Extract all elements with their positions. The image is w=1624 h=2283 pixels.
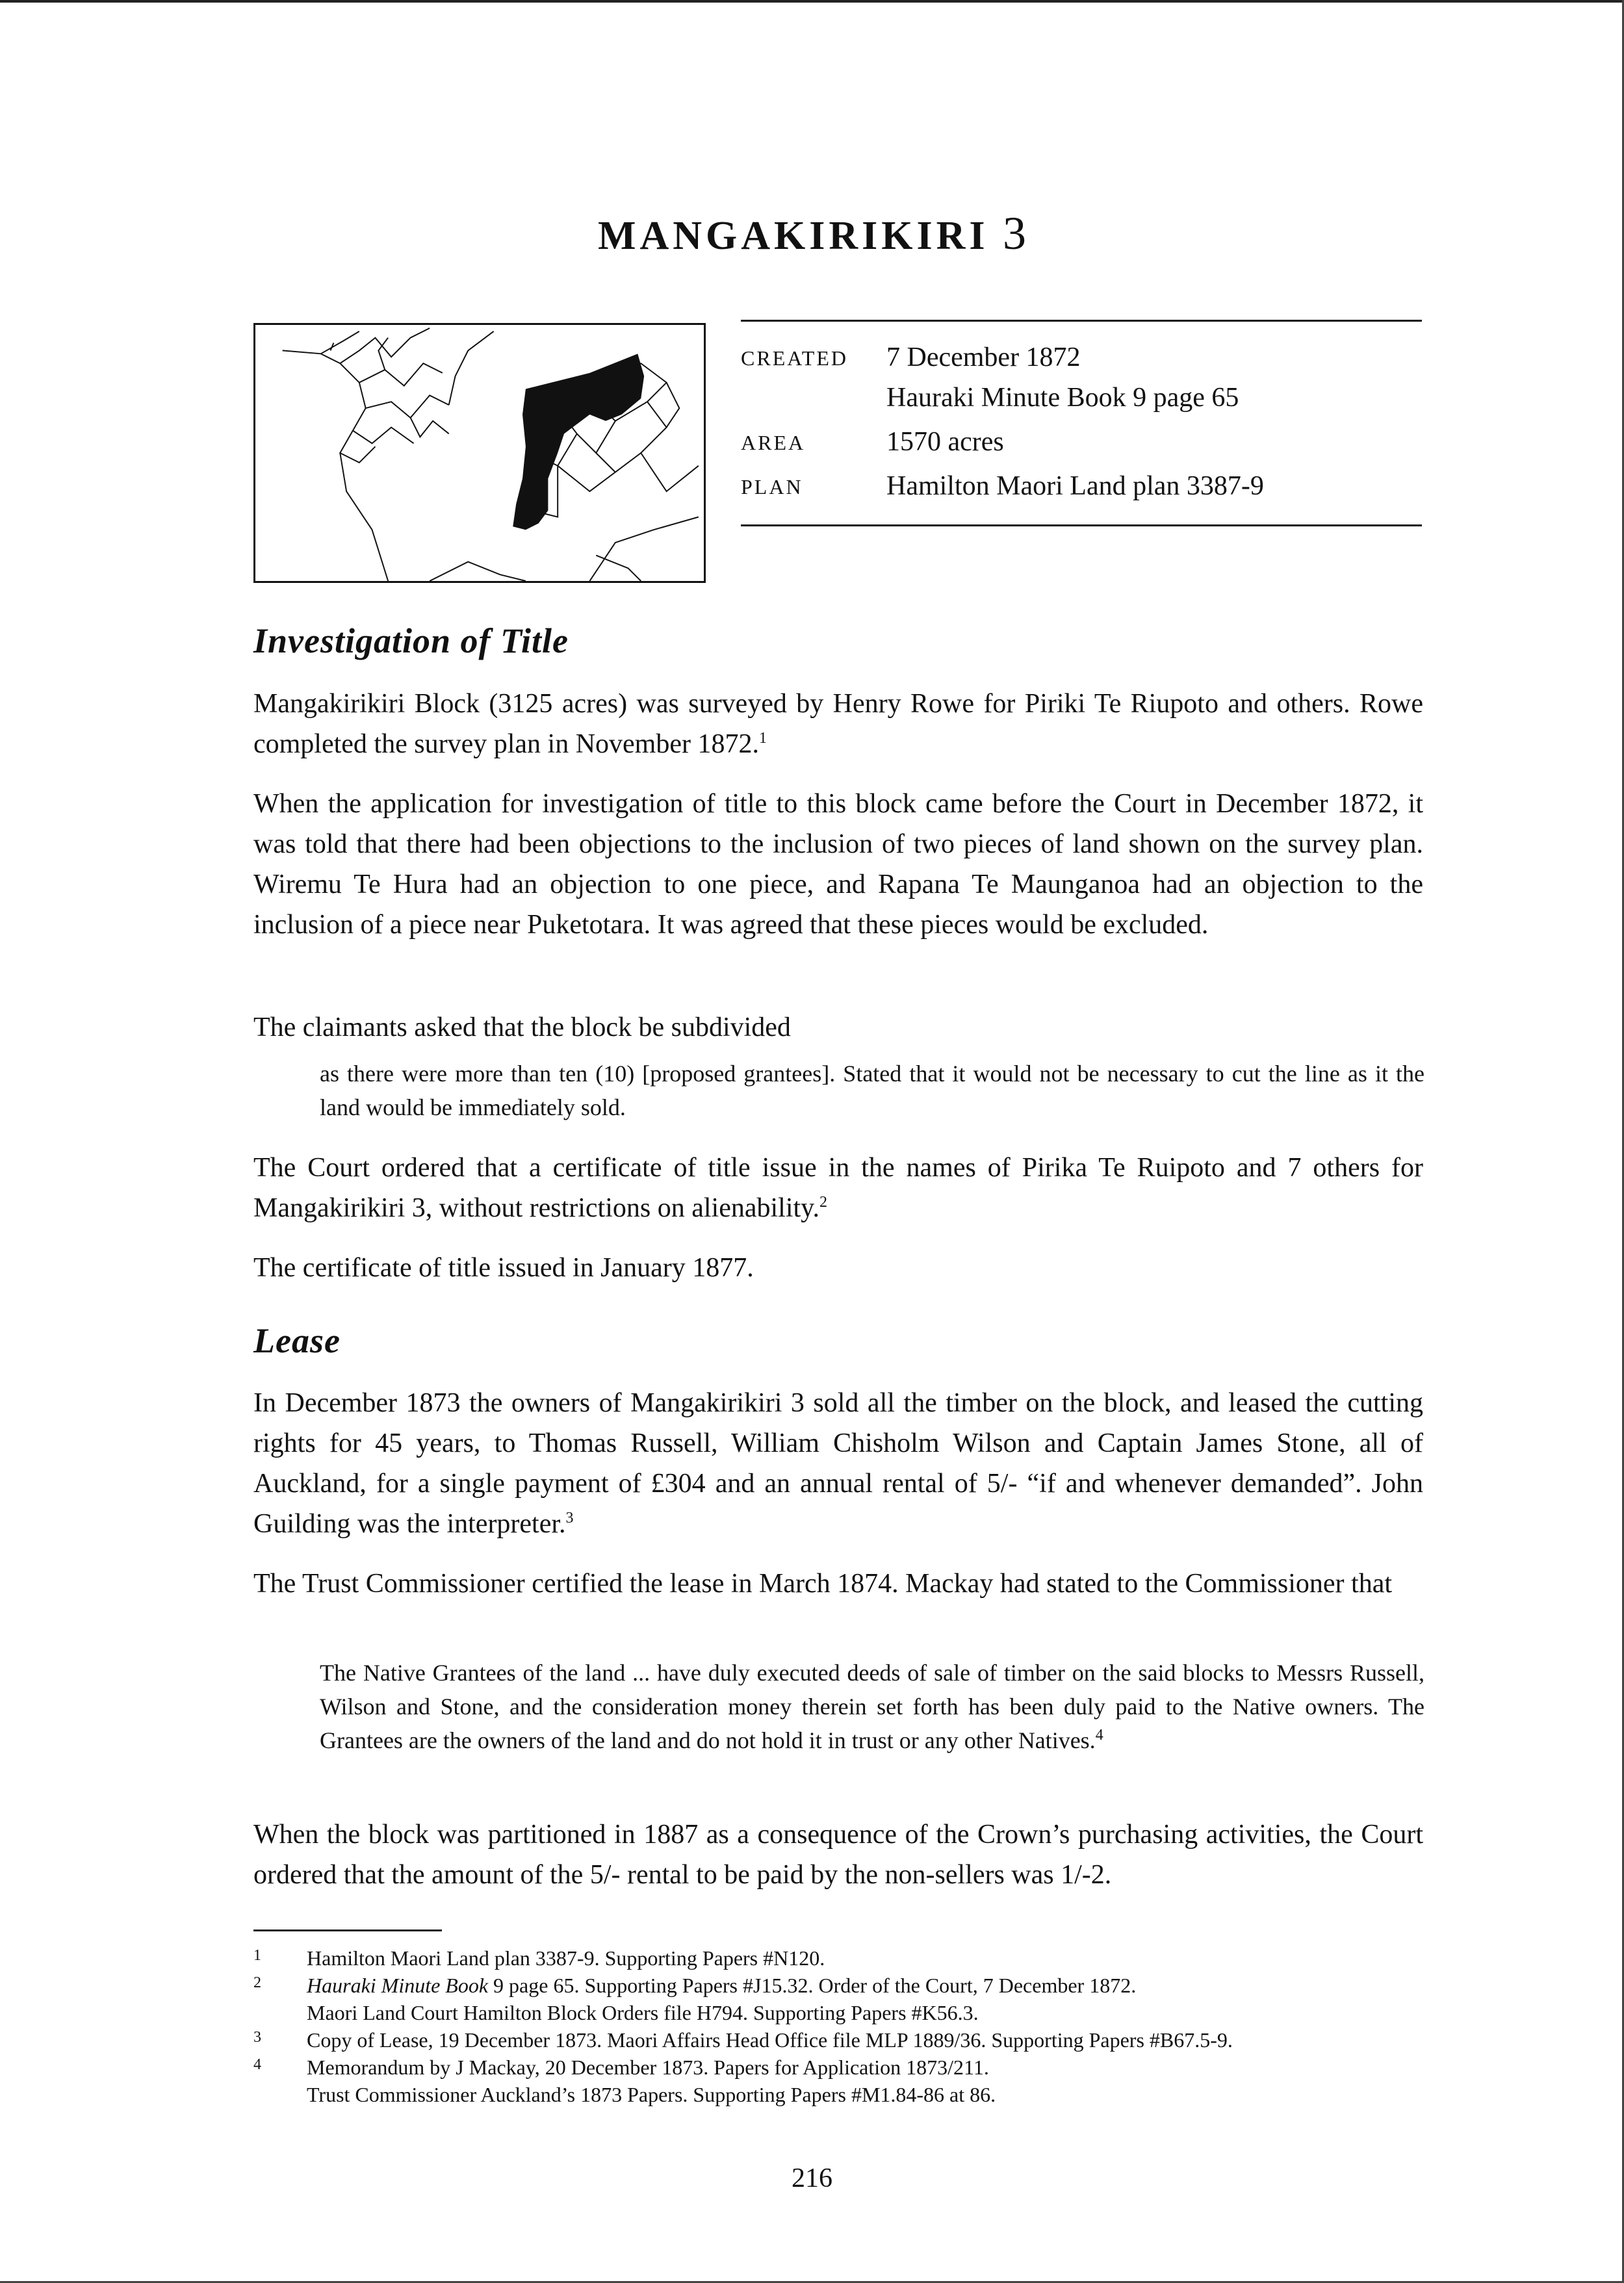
footnote-2 (253, 1972, 1436, 2026)
investigation-heading: Investigation of Title (253, 621, 569, 660)
created-row (741, 337, 1422, 418)
investigation-paragraph-3: The claimants asked that the block be subdivided (253, 1013, 791, 1042)
investigation-p1-text: Mangakirikiri Block (3125 acres) was surveyed by Henry Rowe for Piriki Te Riupoto and others. Rowe completed the survey plan in November 1872. (253, 689, 1423, 759)
footnote-line: Memorandum by J Mackay, 20 December 1873. Papers for Application 1873/211. (307, 2056, 989, 2079)
footnote-text (307, 2054, 1436, 2108)
area-label: AREA (741, 431, 806, 454)
lease-paragraph-3: When the block was partitioned in 1887 as a consequence of the Crown’s purchasing activities, the Court ordered that the amount of the 5/- rental to be paid by the non-sellers was 1/-2. (253, 1820, 1423, 1890)
investigation-paragraph-5: The certificate of title issued in January 1877. (253, 1253, 754, 1283)
created-label: CREATED (741, 346, 848, 370)
lease-paragraph-2: The Trust Commissioner certified the lease in March 1874. Mackay had stated to the Commissioner that (253, 1569, 1393, 1599)
footnote-line-rest: 9 page 65. Supporting Papers #J15.32. Order of the Court, 7 December 1872. (488, 1974, 1137, 1997)
footnote-text (307, 2026, 1436, 2054)
lease-paragraph-1 (253, 1383, 1423, 1544)
plan-row (741, 466, 1422, 506)
footnote-4 (253, 2054, 1436, 2108)
footnote-line: Copy of Lease, 19 December 1873. Maori Affairs Head Office file MLP 1889/36. Supporting Papers #B67.5-9. (307, 2028, 1233, 2052)
footnote-number: 2 (253, 1974, 261, 1991)
created-source: Hauraki Minute Book 9 page 65 (886, 383, 1239, 413)
map-illustration (255, 325, 704, 581)
area-value: 1570 acres (886, 427, 1004, 457)
investigation-paragraph-4 (253, 1148, 1423, 1228)
footnote-ref-3: 3 (565, 1510, 574, 1527)
page-number: 216 (792, 2163, 832, 2193)
page-top-border (0, 0, 1624, 3)
footnote-ref-2: 2 (819, 1194, 827, 1211)
created-value (886, 337, 1239, 418)
area-row (741, 422, 1422, 462)
page-title (0, 207, 1624, 261)
lease-p1-text: In December 1873 the owners of Mangakirikiri 3 sold all the timber on the block, and leased the cutting rights for 45 years, to Thomas Russell, William Chisholm Wilson and Captain James Stone, all of Auckland, for a single payment of £304 and an annual rental of 5/- “if and whenever demanded”. John Guilding was the interpreter. (253, 1388, 1423, 1539)
investigation-p4-text: The Court ordered that a certificate of title issue in the names of Pirika Te Ruipoto and 7 others for Mangakirikiri 3, without restrictions on alienability. (253, 1153, 1423, 1223)
footnote-number: 1 (253, 1947, 261, 1964)
created-date: 7 December 1872 (886, 342, 1081, 372)
investigation-paragraph-2: When the application for investigation of title to this block came before the Court in December 1872, it was told that there had been objections to the inclusion of two pieces of land shown on the survey plan. Wiremu Te Hura had an objection to one piece, and Rapana Te Maunganoa had an objection to the inclusion of a piece near Puketotara. It was agreed that these pieces would be excluded. (253, 789, 1423, 940)
footnote-line (307, 1972, 1436, 1999)
investigation-paragraph-1 (253, 684, 1423, 764)
title-name: MANGAKIRIKIRI (597, 214, 989, 258)
footnote-3 (253, 2026, 1436, 2054)
footnote-text (307, 1944, 1436, 1972)
location-map (253, 323, 706, 583)
lease-quote-text: The Native Grantees of the land ... have duly executed deeds of sale of timber on the said blocks to Messrs Russell, Wilson and Stone, and the consideration money therein set forth has been duly paid to the Native owners. The Grantees are the owners of the land and do not hold it in trust or any other Natives. (320, 1660, 1424, 1753)
footnote-italic-source: Hauraki Minute Book (307, 1974, 489, 1997)
plan-label: PLAN (741, 475, 803, 498)
lease-quote (320, 1656, 1424, 1757)
footnote-line: Hamilton Maori Land plan 3387-9. Supporting Papers #N120. (307, 1946, 825, 1970)
footnote-number: 3 (253, 2029, 261, 2046)
footnote-line: Maori Land Court Hamilton Block Orders file H794. Supporting Papers #K56.3. (307, 2001, 979, 2024)
footnote-ref-4: 4 (1095, 1727, 1103, 1744)
lease-heading: Lease (253, 1321, 341, 1360)
footnote-number: 4 (253, 2056, 261, 2073)
title-number: 3 (1003, 207, 1027, 259)
footnote-1 (253, 1944, 1436, 1972)
footnote-separator (253, 1929, 442, 1931)
footnotes (253, 1944, 1436, 2108)
footnote-text (307, 1972, 1436, 2026)
footnote-ref-1: 1 (758, 730, 767, 747)
plan-value: Hamilton Maori Land plan 3387-9 (886, 471, 1264, 501)
block-info-table (741, 320, 1422, 526)
footnote-line: Trust Commissioner Auckland’s 1873 Papers. Supporting Papers #M1.84-86 at 86. (307, 2083, 996, 2106)
investigation-quote: as there were more than ten (10) [proposed grantees]. Stated that it would not be necessary to cut the line as it the land would be immediately sold. (320, 1061, 1424, 1120)
